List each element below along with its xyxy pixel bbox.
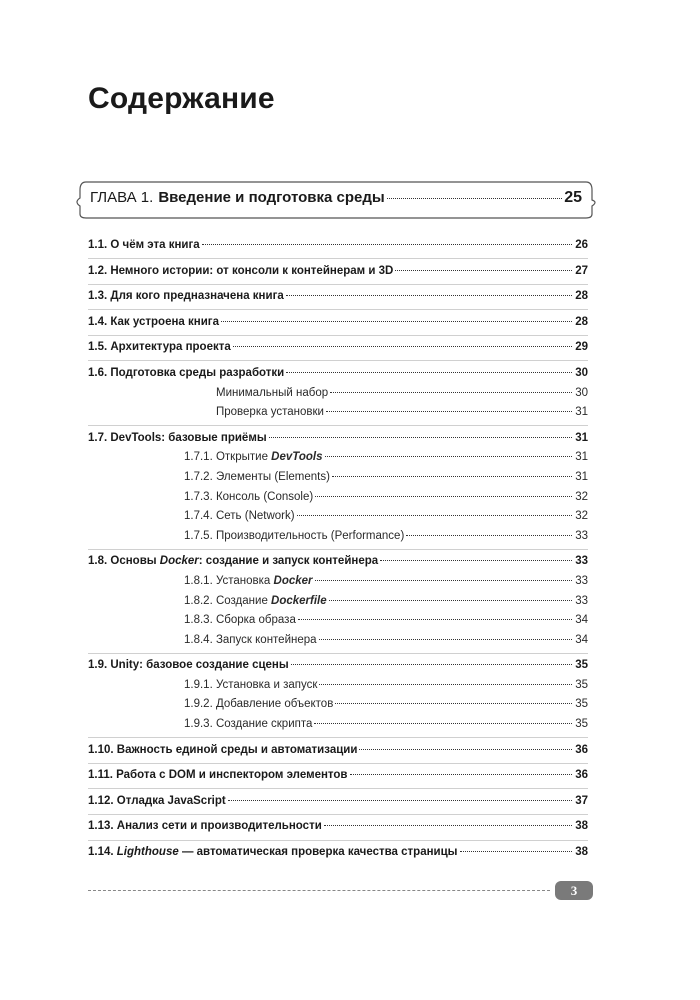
dot-leader xyxy=(202,244,572,245)
chapter-page-number: 25 xyxy=(564,189,582,206)
toc-subsection-entry[interactable] xyxy=(88,695,588,715)
toc-entry-text: Dockerfile xyxy=(271,594,327,607)
toc-page-number: 32 xyxy=(575,510,588,523)
dot-leader xyxy=(291,664,572,665)
toc-entry-text: 1.10. Важность единой среды и автоматизации xyxy=(88,743,358,756)
toc-page-number: 38 xyxy=(575,820,588,833)
toc-entry-title xyxy=(184,676,317,696)
dot-leader xyxy=(297,515,572,516)
toc-entry-text: 1.9.3. Создание скрипта xyxy=(184,718,313,731)
dot-leader xyxy=(406,535,572,536)
toc-entry-title xyxy=(88,429,267,449)
dot-leader xyxy=(460,851,573,852)
toc-subsection-entry[interactable] xyxy=(88,403,588,423)
toc-entry-text: Минимальный набор xyxy=(216,386,329,399)
dot-leader xyxy=(228,800,572,801)
toc-subsection-entry[interactable] xyxy=(88,507,588,527)
toc-entry-title xyxy=(184,592,327,612)
toc-entry-text: 1.9. Unity: базовое создание сцены xyxy=(88,659,289,672)
dot-leader xyxy=(326,411,572,412)
toc-page-number: 27 xyxy=(575,264,588,277)
toc-entry-text: 1.3. Для кого предназначена книга xyxy=(88,290,284,303)
toc-page-number: 31 xyxy=(575,431,588,444)
toc-entry-text: 1.7.2. Элементы (Elements) xyxy=(184,470,330,483)
toc-entry-title xyxy=(88,262,393,282)
toc-entry-text: 1.6. Подготовка среды разработки xyxy=(88,366,285,379)
toc-entry-text: 1.8.3. Сборка образа xyxy=(184,614,296,627)
dot-leader xyxy=(314,723,572,724)
dot-leader xyxy=(380,560,572,561)
toc-entry-text: 1.4. Как устроена книга xyxy=(88,315,219,328)
toc-entry-text: 1.9.1. Установка и запуск xyxy=(184,678,318,691)
toc-page-number: 38 xyxy=(575,846,588,859)
toc-page-number: 32 xyxy=(575,490,588,503)
dot-leader xyxy=(298,619,572,620)
toc-entry-title xyxy=(88,338,231,358)
toc-section-entry[interactable] xyxy=(88,653,588,676)
dot-leader xyxy=(325,456,573,457)
toc-entry-title xyxy=(184,572,313,592)
toc-section-entry[interactable] xyxy=(88,258,588,281)
dot-leader xyxy=(315,496,572,497)
toc-page-number: 36 xyxy=(575,743,588,756)
toc-entry-text: — автоматическая проверка качества страницы xyxy=(178,846,458,859)
toc-entry-text: 1.11. Работа с DOM и инспектором элементов xyxy=(88,769,348,782)
toc-entry-title xyxy=(184,507,295,527)
toc-entry-text: 1.5. Архитектура проекта xyxy=(88,341,231,354)
dot-leader xyxy=(221,321,572,322)
toc-entry-title xyxy=(88,287,284,307)
toc-page-number: 31 xyxy=(575,451,588,464)
toc-page-number: 28 xyxy=(575,290,588,303)
toc-entry-text: 1.8.1. Установка xyxy=(184,574,274,587)
toc-entry-text: 1.12. Отладка JavaScript xyxy=(88,794,226,807)
toc-page-number: 35 xyxy=(575,718,588,731)
toc-page-number: 29 xyxy=(575,341,588,354)
dot-leader xyxy=(330,392,572,393)
toc-entry-title xyxy=(88,741,357,761)
toc-section-entry[interactable] xyxy=(88,236,588,256)
toc-entry-title xyxy=(216,403,324,423)
page-footer xyxy=(88,880,593,900)
toc-section-entry[interactable] xyxy=(88,425,588,448)
toc-entry-text: 1.8.2. Создание xyxy=(184,594,272,607)
toc-entry-text: 1.7. DevTools: базовые приёмы xyxy=(88,431,267,444)
toc-section-entry[interactable] xyxy=(88,737,588,760)
toc-entry-title xyxy=(88,364,284,384)
toc-entry-text: DevTools xyxy=(271,451,323,464)
toc-entry-title xyxy=(88,656,289,676)
toc-page-number: 33 xyxy=(575,574,588,587)
page-title: Содержание xyxy=(88,82,275,115)
toc-page-number: 28 xyxy=(575,315,588,328)
toc-entry-text: 1.7.3. Консоль (Console) xyxy=(184,490,314,503)
toc-section-entry[interactable] xyxy=(88,335,588,358)
dot-leader xyxy=(286,295,572,296)
toc-subsection-entry[interactable] xyxy=(88,592,588,612)
toc-page-number: 35 xyxy=(575,659,588,672)
dot-leader xyxy=(359,749,572,750)
toc-subsection-entry[interactable] xyxy=(88,384,588,404)
toc-entry-text: Lighthouse xyxy=(116,846,179,859)
toc-section-entry[interactable] xyxy=(88,360,588,383)
toc-subsection-entry[interactable] xyxy=(88,468,588,488)
toc-section-entry[interactable] xyxy=(88,284,588,307)
toc-entry-text: Docker xyxy=(273,574,313,587)
toc-entry-text: Проверка установки xyxy=(216,406,324,419)
toc-entry-text: 1.9.2. Добавление объектов xyxy=(184,698,334,711)
toc-page-number: 37 xyxy=(575,794,588,807)
toc-entry-number: 1.14. xyxy=(88,846,117,859)
toc-subsection-entry[interactable] xyxy=(88,611,588,631)
dot-leader xyxy=(329,600,572,601)
dot-leader xyxy=(335,703,572,704)
dot-leader xyxy=(387,198,563,199)
dot-leader xyxy=(324,825,572,826)
toc-section-entry[interactable] xyxy=(88,549,588,572)
page-number-badge: 3 xyxy=(555,881,593,900)
toc-entry-text: 1.1. О чём эта книга xyxy=(88,239,200,251)
toc-subsection-entry[interactable] xyxy=(88,488,588,508)
toc-subsection-entry[interactable] xyxy=(88,572,588,592)
toc-entry-text: 1.13. Анализ сети и производительности xyxy=(88,820,322,833)
toc-entry-text: Docker xyxy=(159,555,199,568)
toc-entry-title xyxy=(184,611,296,631)
toc-entry-text: 1.7.4. Сеть (Network) xyxy=(184,510,295,523)
toc-page-number: 34 xyxy=(575,633,588,646)
toc-entry-title xyxy=(184,448,323,468)
dot-leader xyxy=(319,639,572,640)
chapter-label: ГЛАВА 1. xyxy=(90,189,154,206)
toc-section-entry[interactable] xyxy=(88,309,588,332)
dot-leader xyxy=(233,346,572,347)
toc-page-number: 35 xyxy=(575,698,588,711)
toc-entry-title xyxy=(88,552,378,572)
toc-section-entry[interactable] xyxy=(88,788,588,811)
chapter-heading-box[interactable] xyxy=(76,176,596,222)
toc-entry-title xyxy=(88,817,322,837)
toc-subsection-entry[interactable] xyxy=(88,631,588,651)
toc-subsection-entry[interactable] xyxy=(88,715,588,735)
toc-page-number: 36 xyxy=(575,769,588,782)
toc-entry-title xyxy=(184,695,333,715)
toc-entry-text: : создание и запуск контейнера xyxy=(198,555,379,568)
toc-page-number: 33 xyxy=(575,529,588,542)
dot-leader xyxy=(315,580,572,581)
toc-entry-text: 1.2. Немного истории: от консоли к контейнерам и 3D xyxy=(88,264,394,277)
toc-subsection-entry[interactable] xyxy=(88,676,588,696)
toc-entry-title xyxy=(216,384,328,404)
toc-entry-text: 1.7.5. Производительность (Performance) xyxy=(184,529,405,542)
dot-leader xyxy=(319,684,572,685)
toc-entry-title xyxy=(88,843,458,863)
toc-page-number: 31 xyxy=(575,470,588,483)
toc-entry-title xyxy=(184,488,313,508)
toc-subsection-entry[interactable] xyxy=(88,527,588,547)
toc-entry-text: 1.7.1. Открытие xyxy=(184,451,272,464)
toc-page-number: 35 xyxy=(575,678,588,691)
toc-entry-title xyxy=(184,527,404,547)
toc-page-number: 26 xyxy=(575,239,588,251)
toc-entry-text: 1.8. Основы xyxy=(88,555,160,568)
footer-divider xyxy=(88,890,550,891)
chapter-title: Введение и подготовка среды xyxy=(158,189,385,206)
toc-entry-title xyxy=(184,631,317,651)
toc-page-number: 33 xyxy=(575,555,588,568)
dot-leader xyxy=(286,372,572,373)
toc-section-entry[interactable] xyxy=(88,814,588,837)
toc-entry-title xyxy=(88,766,348,786)
toc-entry-title xyxy=(88,792,226,812)
toc-page-number: 30 xyxy=(575,366,588,379)
toc-subsection-entry[interactable] xyxy=(88,448,588,468)
toc-entry-text: 1.8.4. Запуск контейнера xyxy=(184,633,317,646)
toc-page-number: 33 xyxy=(575,594,588,607)
toc-page-number: 34 xyxy=(575,614,588,627)
toc-entry-title xyxy=(88,313,219,333)
toc-page-number: 31 xyxy=(575,406,588,419)
dot-leader xyxy=(350,774,573,775)
dot-leader xyxy=(269,437,572,438)
toc-entry-title xyxy=(184,715,312,735)
dot-leader xyxy=(332,476,572,477)
toc-section-entry[interactable] xyxy=(88,840,588,863)
toc-entry-title xyxy=(184,468,330,488)
dot-leader xyxy=(395,270,572,271)
table-of-contents xyxy=(88,236,588,863)
toc-section-entry[interactable] xyxy=(88,763,588,786)
toc-entry-title xyxy=(88,236,200,256)
toc-page-number: 30 xyxy=(575,386,588,399)
